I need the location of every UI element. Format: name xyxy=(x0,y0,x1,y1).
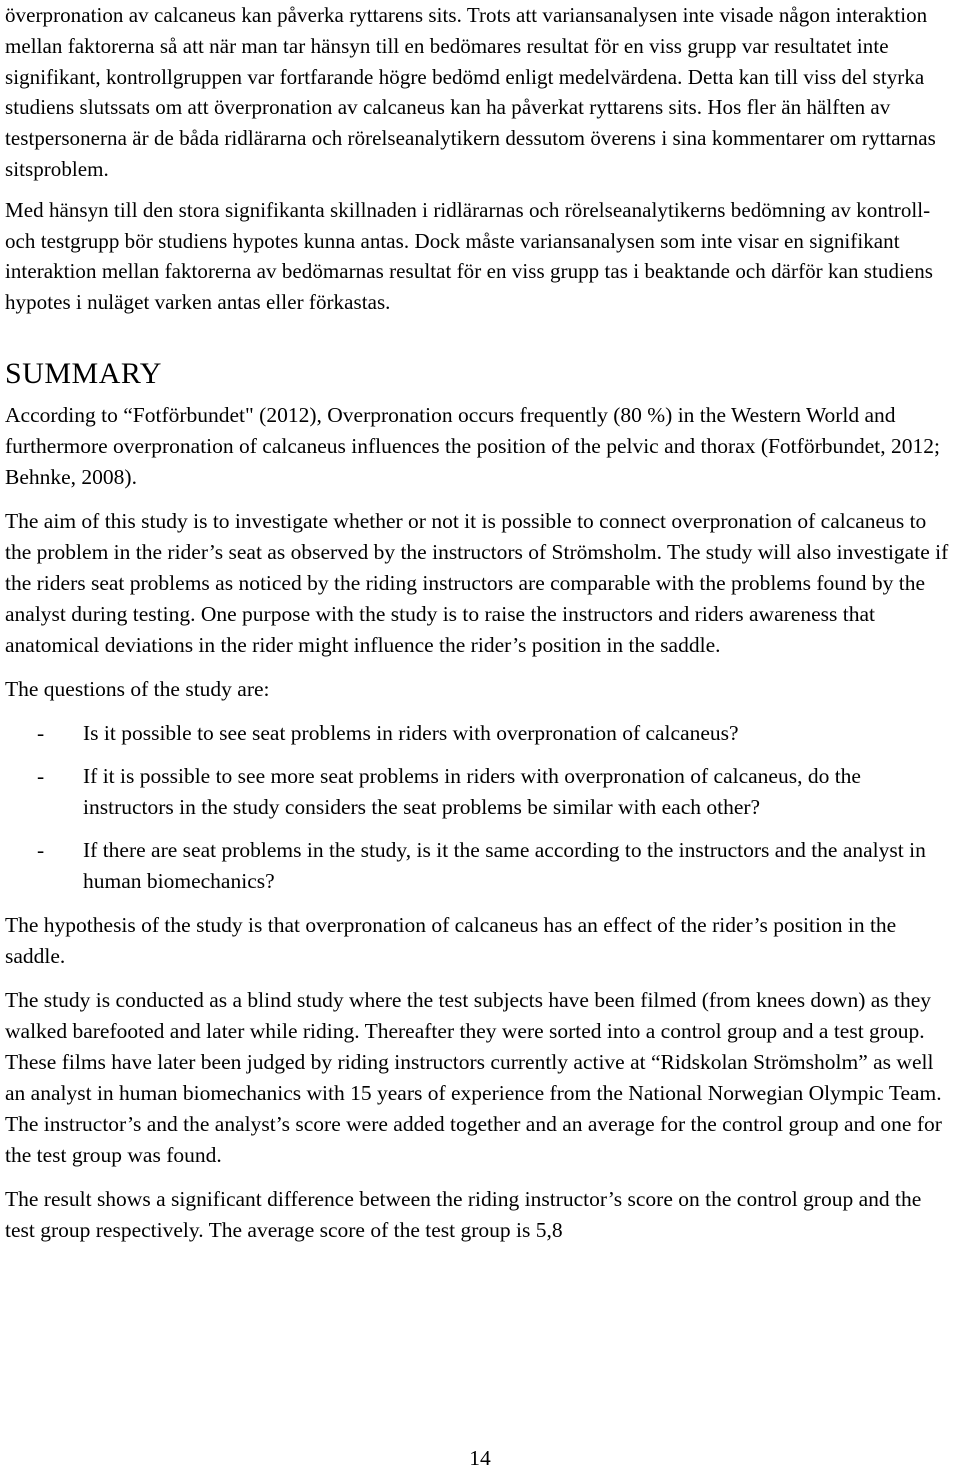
question-text: If there are seat problems in the study, is it the same according to the instructors and the analyst in human biomechanics? xyxy=(83,837,926,893)
question-item xyxy=(5,718,955,749)
question-item xyxy=(5,761,955,823)
swedish-paragraph-2: Med hänsyn till den stora signifikanta skillnaden i ridlärarnas och rörelseanalytikerns bedömning av kontroll- och testgrupp bör studiens hypotes kunna antas. Dock måste variansanalysen som inte visar en signifikant interaktion mellan faktorerna av bedömarnas resultat för en viss grupp tas i beaktande och därför kan studiens hypotes i nuläget varken antas eller förkastas. xyxy=(5,197,934,315)
questions-intro: The questions of the study are: xyxy=(5,676,270,701)
list-dash: - xyxy=(37,720,45,745)
summary-paragraph-2: The aim of this study is to investigate whether or not it is possible to connect overpronation of calcaneus to the problem in the rider’s seat as observed by the instructors of Strömsholm. The study will also investigate if the riders seat problems as noticed by the riding instructors are comparable with the problems found by the analyst during testing. One purpose with the study is to raise the instructors and riders awareness that anatomical deviations in the rider might influence the rider’s position in the saddle. xyxy=(5,508,949,657)
list-dash: - xyxy=(37,763,45,788)
questions-list xyxy=(5,718,955,897)
summary-heading: SUMMARY xyxy=(5,356,162,390)
summary-paragraph-3: The hypothesis of the study is that overpronation of calcaneus has an effect of the rider’s position in the saddle. xyxy=(5,912,897,968)
document-page xyxy=(5,0,955,1259)
question-text: If it is possible to see more seat problems in riders with overpronation of calcaneus, do the instructors in the study considers the seat problems be similar with each other? xyxy=(83,763,861,819)
question-item xyxy=(5,835,955,897)
summary-paragraph-4: The study is conducted as a blind study where the test subjects have been filmed (from knees down) as they walked barefooted and later while riding. Thereafter they were sorted into a control group and a test group. These films have later been judged by riding instructors currently active at “Ridskolan Strömsholm” as well an analyst in human biomechanics with 15 years of experience from the National Norwegian Olympic Team. The instructor’s and the analyst’s score were added together and an average for the control group and one for the test group was found. xyxy=(5,987,942,1167)
list-dash: - xyxy=(37,837,45,862)
summary-paragraph-5: The result shows a significant difference between the riding instructor’s score on the control group and the test group respectively. The average score of the test group is 5,8 xyxy=(5,1186,922,1242)
summary-paragraph-1: According to “Fotförbundet" (2012), Overpronation occurs frequently (80 %) in the Western World and furthermore overpronation of calcaneus influences the position of the pelvic and thorax (Fotförbundet, 2012; Behnke, 2008). xyxy=(5,402,940,489)
question-text: Is it possible to see seat problems in riders with overpronation of calcaneus? xyxy=(83,720,739,745)
swedish-paragraph-1: överpronation av calcaneus kan påverka ryttarens sits. Trots att variansanalysen inte visade någon interaktion mellan faktorerna så att när man tar hänsyn till en bedömares resultat för en viss grupp var resultatet inte signifikant, kontrollgruppen var fortfarande högre bedömd enligt medelvärdena. Detta kan till viss del styrka studiens slutssats om att överpronation av calcaneus kan ha påverkat ryttarens sits. Hos fler än hälften av testpersonerna är de båda ridlärarna och rörelseanalytikern dessutom överens i sina kommentarer om ryttarnas sitsproblem. xyxy=(5,3,936,181)
page-number: 14 xyxy=(469,1446,491,1470)
